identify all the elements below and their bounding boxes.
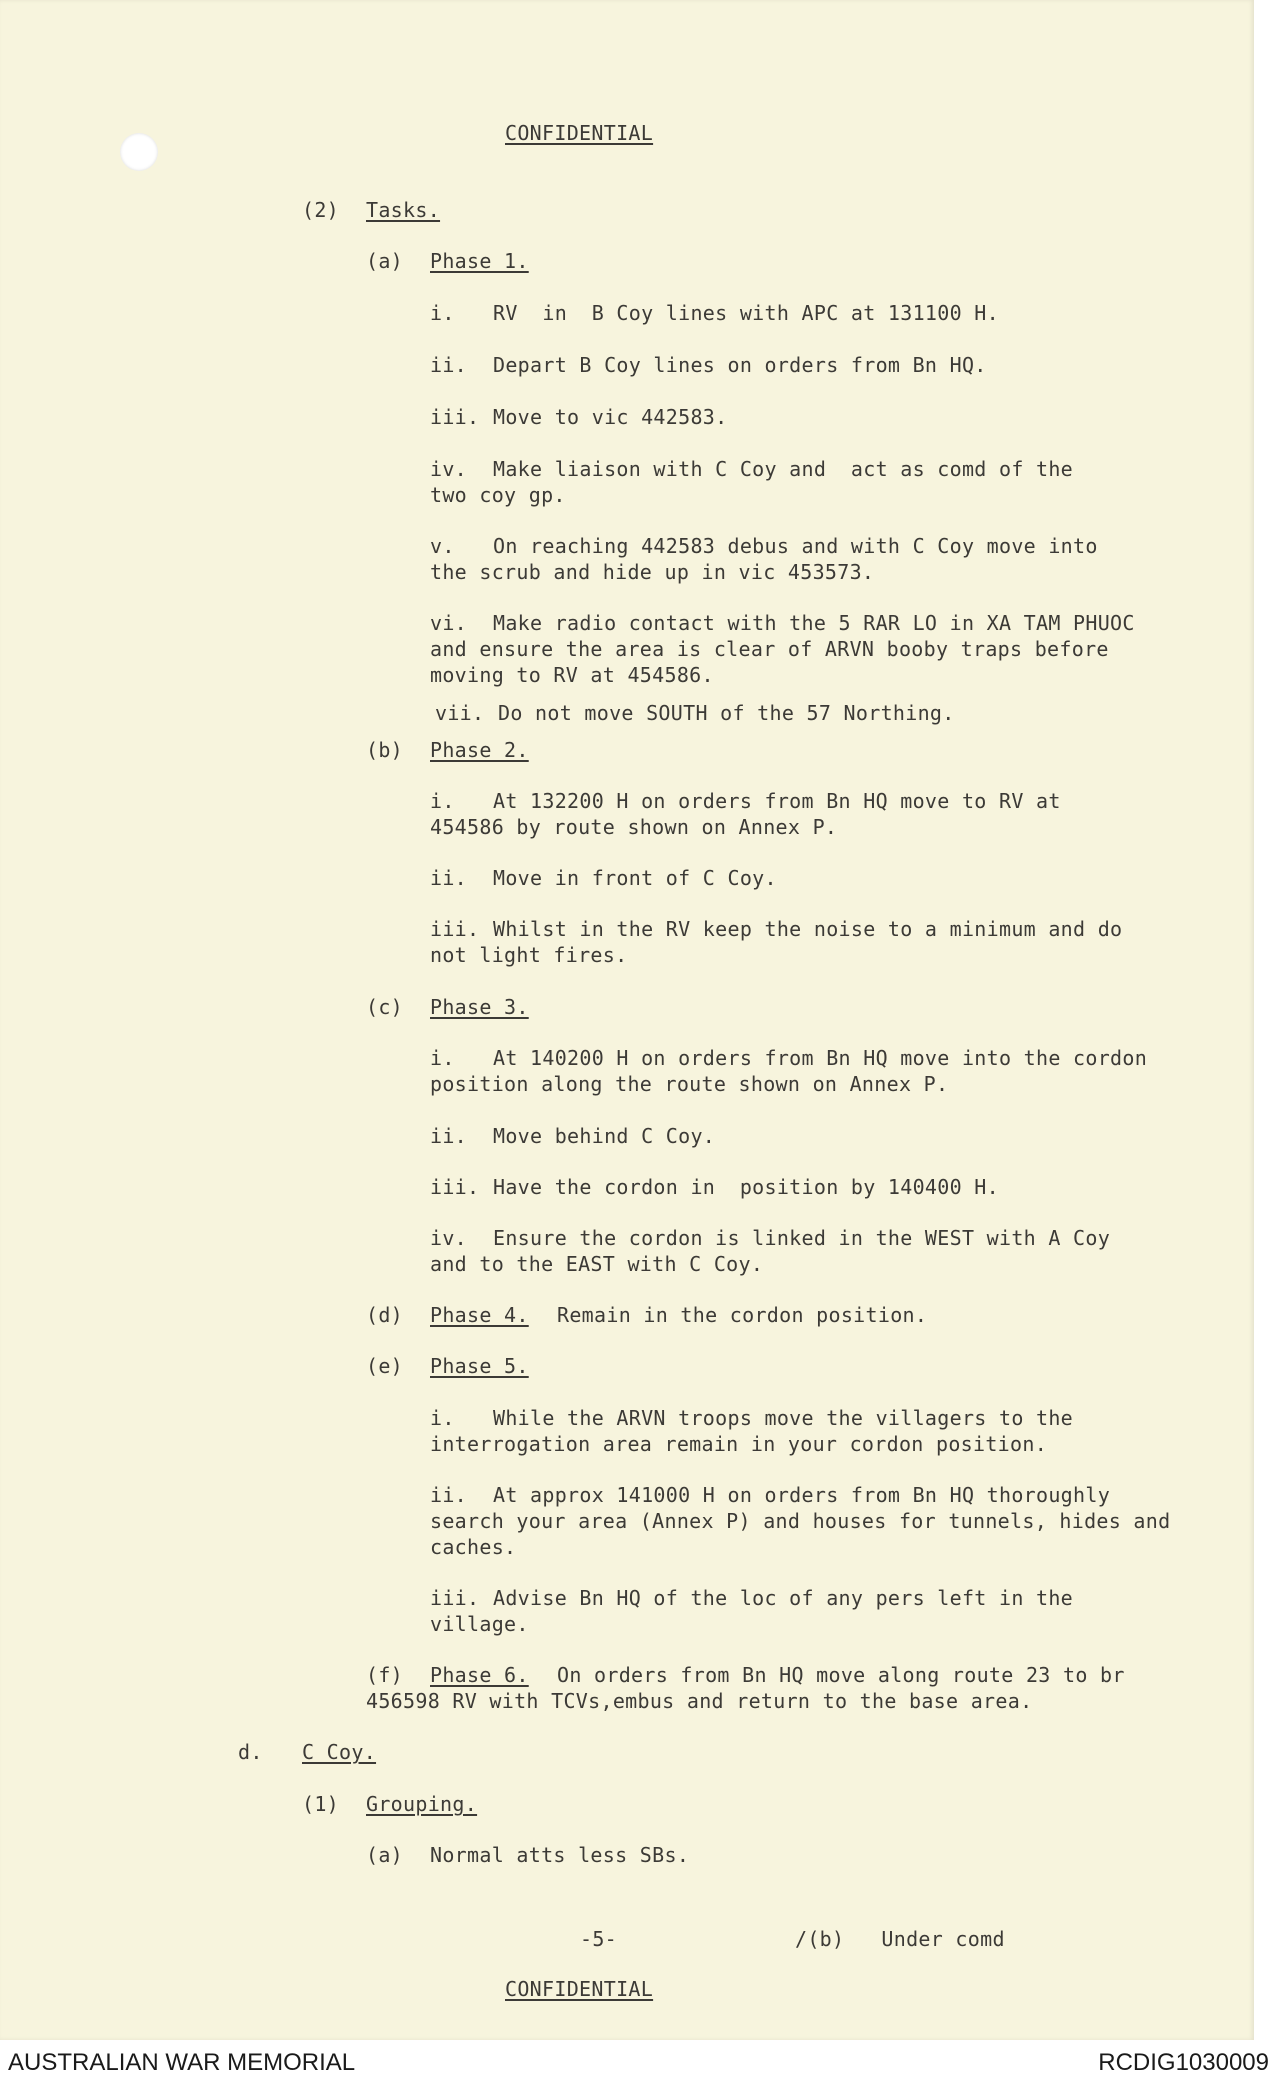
grouping-title: Grouping. [366,1792,478,1816]
archive-reference: RCDIG1030009 [1098,2049,1269,2076]
grouping-item-text: Normal atts less SBs. [430,1843,690,1867]
phase3-item-text-cont: and to the EAST with C Coy. [430,1252,764,1276]
phase4-text: Remain in the cordon position. [557,1303,928,1327]
phase1-item-text-cont: the scrub and hide up in vic 453573. [430,560,875,584]
tasks-title: Tasks. [366,198,441,222]
phase3-item-text: Have the cordon in position by 140400 H. [493,1175,999,1199]
phase1-item-text-cont: two coy gp. [430,483,566,507]
phase5-item-num: i. [430,1406,455,1430]
phase2-item-num: iii. [430,917,480,941]
phase2-item-num: i. [430,789,455,813]
phase1-item-num: iii. [430,405,480,429]
phase6-letter: (f) [366,1663,404,1687]
phase5-item-num: ii. [430,1483,468,1507]
archive-institution: AUSTRALIAN WAR MEMORIAL [8,2049,356,2076]
phase1-item-num: v. [430,534,455,558]
phase3-item-num: ii. [430,1124,468,1148]
phase1-item-text-cont: moving to RV at 454586. [430,663,714,687]
phase1-item-text: Make radio contact with the 5 RAR LO in XA TAM PHUOC [493,611,1135,635]
phase1-title: Phase 1. [430,249,529,273]
phase2-title: Phase 2. [430,738,529,762]
phase1-item-num: i. [430,301,455,325]
phase2-item-num: ii. [430,866,468,890]
phase1-item-text-cont: and ensure the area is clear of ARVN booby traps before [430,637,1109,661]
phase1-item-text: On reaching 442583 debus and with C Coy move into [493,534,1098,558]
grouping-number: (1) [302,1792,340,1816]
grouping-item-letter: (a) [366,1843,404,1867]
page-number: -5- [580,1927,618,1951]
phase2-item-text: Move in front of C Coy. [493,866,777,890]
header-classification: CONFIDENTIAL [505,121,654,145]
phase2-item-text: At 132200 H on orders from Bn HQ move to RV at [493,789,1061,813]
phase6-line2: 456598 RV with TCVs,embus and return to the base area. [366,1689,1033,1713]
phase3-item-text: At 140200 H on orders from Bn HQ move into the cordon [493,1046,1148,1070]
phase5-item-text-cont: search your area (Annex P) and houses for tunnels, hides and [430,1509,1171,1533]
phase3-item-num: iv. [430,1226,468,1250]
phase2-item-text: Whilst in the RV keep the noise to a minimum and do [493,917,1123,941]
phase1-item-num: vi. [430,611,468,635]
c-coy-title: C Coy. [302,1740,377,1764]
phase1-letter: (a) [366,249,404,273]
footer-classification: CONFIDENTIAL [505,1977,654,2001]
phase3-item-text-cont: position along the route shown on Annex P. [430,1072,949,1096]
phase3-title: Phase 3. [430,995,529,1019]
tasks-number: (2) [302,198,340,222]
phase5-item-text-cont: caches. [430,1535,517,1559]
phase4-title: Phase 4. [430,1303,529,1327]
phase1-item-text: RV in B Coy lines with APC at 131100 H. [493,301,999,325]
phase5-item-num: iii. [430,1586,480,1610]
phase3-item-text: Ensure the cordon is linked in the WEST with A Coy [493,1226,1111,1250]
phase2-item-text-cont: 454586 by route shown on Annex P. [430,815,838,839]
phase1-item-text: Do not move SOUTH of the 57 Northing. [498,701,955,725]
phase6-line1: On orders from Bn HQ move along route 23 to br [557,1663,1125,1687]
phase1-item-num: iv. [430,457,468,481]
phase1-item-num: ii. [430,353,468,377]
phase2-item-text-cont: not light fires. [430,943,628,967]
c-coy-letter: d. [238,1740,263,1764]
phase1-item-num: vii. [435,701,485,725]
phase3-item-text: Move behind C Coy. [493,1124,716,1148]
phase5-item-text: At approx 141000 H on orders from Bn HQ thoroughly [493,1483,1111,1507]
phase3-letter: (c) [366,995,404,1019]
phase1-item-text: Move to vic 442583. [493,405,728,429]
continuation-note: /(b) Under comd [795,1927,1005,1951]
phase1-item-text: Make liaison with C Coy and act as comd of the [493,457,1074,481]
phase5-letter: (e) [366,1354,404,1378]
phase3-item-num: i. [430,1046,455,1070]
phase5-item-text: While the ARVN troops move the villagers to the [493,1406,1074,1430]
phase3-item-num: iii. [430,1175,480,1199]
punch-hole [120,133,158,171]
phase1-item-text: Depart B Coy lines on orders from Bn HQ. [493,353,987,377]
phase5-item-text-cont: interrogation area remain in your cordon position. [430,1432,1048,1456]
phase5-item-text: Advise Bn HQ of the loc of any pers left in the [493,1586,1074,1610]
phase6-title: Phase 6. [430,1663,529,1687]
phase2-letter: (b) [366,738,404,762]
phase4-letter: (d) [366,1303,404,1327]
phase5-title: Phase 5. [430,1354,529,1378]
phase5-item-text-cont: village. [430,1612,529,1636]
